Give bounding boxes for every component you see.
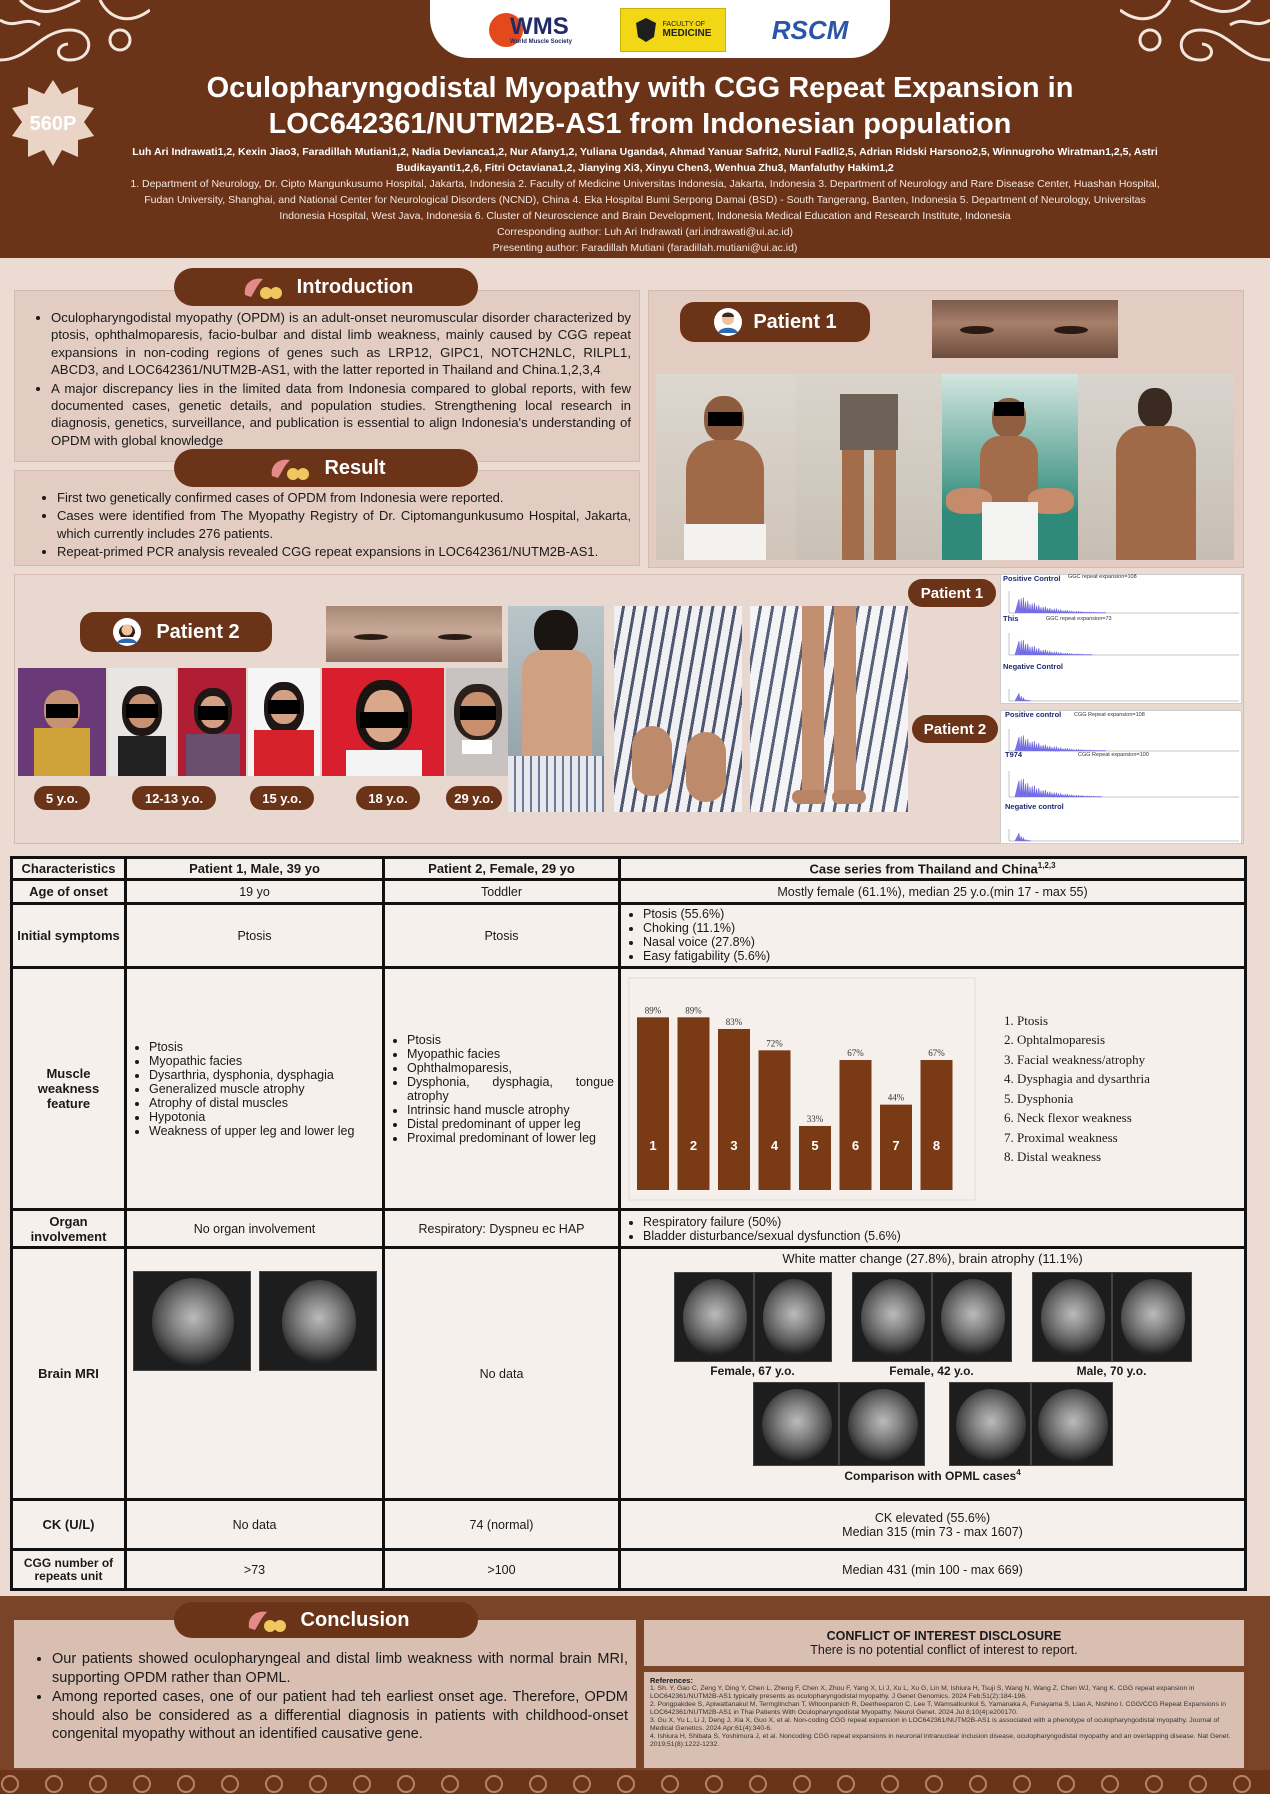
footer-loop (882, 1776, 898, 1792)
comparison-table (10, 856, 1247, 1591)
footer-loop (706, 1776, 722, 1792)
mri-caption: Female, 42 y.o. (889, 1364, 974, 1379)
poster-header (0, 0, 1270, 258)
pcr-trace (1015, 779, 1102, 797)
table-header-row (12, 858, 1246, 880)
bar-value-label: 44% (887, 1092, 905, 1103)
pcr-p2-note: CGG Repeat expansion=100 (1078, 752, 1149, 758)
mri-caption: Female, 67 y.o. (710, 1364, 795, 1379)
mri-image (1112, 1272, 1192, 1362)
table-cell (126, 968, 384, 1210)
patient2-age12-photo-a (108, 668, 176, 776)
female-avatar-icon (112, 617, 142, 647)
footer-loop (1102, 1776, 1118, 1792)
pcr-graph-patient1 (1000, 574, 1242, 704)
bar-value-label: 33% (806, 1113, 824, 1124)
footer-loop (398, 1776, 414, 1792)
result-bullet: • First two genetically confirmed cases of OPDM from Indonesia were reported. (57, 489, 631, 506)
mri-image (1032, 1272, 1112, 1362)
pcr-patient2-label: Patient 2 (912, 715, 998, 743)
introduction-bullet: • A major discrepancy lies in the limited data from Indonesia compared to global reports, with few documented cases, genetic details, and population studies. Strengthening local research in diagnosis, genetics, surveillance, and publication is essential to align Indonesia's understanding of OPDM with global knowledge (51, 380, 631, 450)
table-cell: Toddler (384, 880, 620, 904)
row-header: Organ involvement (12, 1210, 126, 1248)
table-cell: Respiratory: Dyspneu ec HAP (384, 1210, 620, 1248)
footer-loop (1234, 1776, 1250, 1792)
table-cell: No data (126, 1500, 384, 1550)
pcr-p1-note: GGC repeat expansion=108 (1068, 574, 1137, 580)
corresponding-author: Corresponding author: Luh Ari Indrawati (ari.indrawati@ui.ac.id) (496, 226, 794, 238)
patient2-hands-photo (614, 606, 742, 812)
table-cell: No data (384, 1248, 620, 1500)
row-header: Brain MRI (12, 1248, 126, 1500)
patient1-legs-photo (796, 374, 942, 560)
pcr-p1-negative-label: Negative Control (1003, 662, 1064, 671)
table-cell (126, 1248, 384, 1500)
pcr-p2-note: CGG Repeat expansion=108 (1074, 712, 1145, 718)
pcr-p1-positive-label: Positive Control (1003, 574, 1061, 583)
list-item: • Ptosis (407, 1033, 614, 1047)
footer-loop (662, 1776, 678, 1792)
footer-loop (266, 1776, 282, 1792)
bar-category-label: 1 (649, 1137, 657, 1153)
conclusion-panel (14, 1620, 636, 1768)
list-item: • Ophthalmoparesis, (407, 1061, 614, 1075)
list-item: • Generalized muscle atrophy (149, 1082, 378, 1096)
patient2-age5-photo (18, 668, 106, 776)
age-label: 15 y.o. (250, 786, 314, 810)
pcr-p1-note: GGC repeat expansion=73 (1046, 616, 1112, 622)
footer-loop (90, 1776, 106, 1792)
reference-item: 1. Sh. Y, Gao C, Zeng Y, Ding Y, Chen L, Zheng F, Chen X, Zhou F, Yang X, Li J, Xu L, Xu G, Lin M, Ishiura H, Tsuji S, Wang N, Wang Z, Chen WJ, Yang K. CGG repeat expansion in LOC642361/NUTM2B-AS1 typically presents as oculopharyngodistal myopathy. J Genet Genomics. 2024 Feb;51(2):184-196. (650, 1685, 1195, 1700)
footer-loop (926, 1776, 942, 1792)
table-row (12, 880, 1246, 904)
patient1-back-photo (1078, 374, 1234, 560)
bar-value-label: 72% (766, 1038, 783, 1049)
mri-image (753, 1382, 839, 1466)
table-cell: Median 431 (min 100 - max 669) (620, 1550, 1246, 1590)
table-cell (620, 968, 1246, 1210)
mri-image (852, 1272, 932, 1362)
age-label: 29 y.o. (446, 786, 502, 810)
pcr-trace (1015, 693, 1031, 701)
muscle-icon (243, 1606, 287, 1634)
table-cell (620, 1210, 1246, 1248)
pcr-trace (1015, 735, 1106, 751)
conflict-text: There is no potential conflict of interest to report. (810, 1643, 1078, 1657)
conclusion-bullet: • Our patients showed oculopharyngeal and distal limb weakness with normal brain MRI, supporting OPDM rather than OPML. (52, 1650, 628, 1687)
patient2-heading: Patient 2 (80, 612, 272, 652)
introduction-panel (14, 290, 640, 462)
footer-loop (222, 1776, 238, 1792)
footer-loop (1058, 1776, 1074, 1792)
age-label: 5 y.o. (34, 786, 90, 810)
ornament-left-icon (0, 0, 150, 82)
pcr-patient1-label: Patient 1 (908, 579, 996, 607)
mri-comparison-caption: Comparison with OPML cases$^4$ (844, 1468, 1021, 1484)
table-cell (620, 1500, 1246, 1550)
male-avatar-icon (713, 307, 743, 337)
table-row (12, 904, 1246, 968)
muscle-icon (239, 273, 283, 301)
reference-item: 4. Ishiura H, Shibata S, Yoshimura J, et al. Noncoding CGG repeat expansions in neuronal intranuclear inclusion disease, oculopharyngodistal myopathy and an overlapping disease. Nat Genet. 2019;51(8):1222-1232. (650, 1733, 1231, 1748)
footer-loop (46, 1776, 62, 1792)
row-header: Initial symptoms (12, 904, 126, 968)
mri-image (259, 1271, 377, 1371)
list-item: • Dysphonia, dysphagia, tongue atrophy (407, 1075, 614, 1103)
faculty-of-medicine-logo: FACULTY OF MEDICINE (620, 8, 726, 52)
result-list (33, 489, 631, 561)
bar (799, 1126, 831, 1190)
pcr-trace (1015, 833, 1031, 841)
references-panel (644, 1672, 1244, 1768)
rscm-logo: RSCM (771, 14, 849, 45)
list-item: • Ptosis (149, 1040, 378, 1054)
pcr-trace (1015, 597, 1106, 613)
list-item: • Dysarthria, dysphonia, dysphagia (149, 1068, 378, 1082)
bar (718, 1029, 750, 1190)
muscle-icon (266, 454, 310, 482)
table-row (12, 1500, 1246, 1550)
table-cell: Mostly female (61.1%), median 25 y.o.(min 17 - max 55) (620, 880, 1246, 904)
footer-loop (442, 1776, 458, 1792)
list-item: • Ptosis (55.6%) (643, 907, 1240, 921)
bar (921, 1060, 953, 1190)
list-item: • Weakness of upper leg and lower leg (149, 1124, 378, 1138)
patient2-legs-photo (750, 606, 908, 812)
list-item: • Proximal predominant of lower leg (407, 1131, 614, 1145)
ornament-right-icon (1120, 0, 1270, 82)
row-header: CGG number of repeats unit (12, 1550, 126, 1590)
poster-number-badge (8, 78, 98, 168)
patient2-age15-photo (248, 668, 320, 776)
patient2-age18-photo (322, 668, 444, 776)
footer-loop (1190, 1776, 1206, 1792)
bar-value-label: 89% (644, 1005, 662, 1016)
bar-value-label: 67% (928, 1047, 945, 1058)
legend-item: 3. Facial weakness/atrophy (1017, 1050, 1150, 1070)
list-item: • Choking (11.1%) (643, 921, 1240, 935)
table-cell: Ptosis (126, 904, 384, 968)
column-header: Patient 1, Male, 39 yo (126, 858, 384, 880)
mri-image (674, 1272, 754, 1362)
bar-category-label: 7 (892, 1137, 900, 1153)
legend-item: 8. Distal weakness (1017, 1147, 1150, 1167)
poster-title: Oculopharyngodistal Myopathy with CGG Repeat Expansion in LOC642361/NUTM2B-AS1 from Indonesian population (206, 72, 1074, 140)
wms-logo: WMS World Muscle Society (470, 8, 590, 52)
footer-loop (1146, 1776, 1162, 1792)
muscle-weakness-bar-chart (627, 976, 977, 1202)
bar-category-label: 5 (811, 1137, 819, 1153)
pcr-p2-negative-label: Negative control (1005, 802, 1064, 811)
patient1-arms-photo (942, 374, 1078, 560)
column-header: Characteristics (12, 858, 126, 880)
row-header: Muscle weakness feature (12, 968, 126, 1210)
age-label: 18 y.o. (356, 786, 420, 810)
footer-loop (134, 1776, 150, 1792)
result-heading: Result (174, 449, 478, 487)
footer-loop (486, 1776, 502, 1792)
bar (840, 1060, 872, 1190)
pcr-p2-t974-label: T974 (1005, 750, 1023, 759)
patient1-eyes-photo (932, 300, 1118, 358)
table-cell: No organ involvement (126, 1210, 384, 1248)
presenting-author: Presenting author: Faradillah Mutiani (faradillah.mutiani@ui.ac.id) (492, 242, 798, 254)
table-row (12, 1210, 1246, 1248)
table-cell (384, 968, 620, 1210)
table-cell: 19 yo (126, 880, 384, 904)
svg-text:560P: 560P (29, 113, 77, 135)
pcr-p1-this-label: This (1003, 614, 1019, 623)
table-row (12, 1248, 1246, 1500)
bar-value-label: 83% (725, 1016, 743, 1027)
footer-pattern-icon (0, 1770, 1270, 1794)
patient2-age29-photo (446, 668, 508, 776)
legend-item: 2. Ophtalmoparesis (1017, 1030, 1150, 1050)
list-item: • Distal predominant of upper leg (407, 1117, 614, 1131)
list-item: • Myopathic facies (149, 1054, 378, 1068)
list-item: • Bladder disturbance/sexual dysfunction (5.6%) (643, 1229, 1240, 1243)
introduction-bullet: • Oculopharyngodistal myopathy (OPDM) is an adult-onset neuromuscular disorder characterized by ptosis, ophthalmoparesis, facio-bulbar and distal limb weakness, mainly caused by CGG repeat expansions in non-coding regions of genes such as LRP12, GIPC1, NOTCH2NLC, RILPL1, ABCD3, and LOC642361/NUTM2B-AS1, with the latter reported in Thailand and China.1,2,3,4 (51, 309, 631, 379)
references-heading: References: (650, 1676, 693, 1685)
mri-image (839, 1382, 925, 1466)
row-header: Age of onset (12, 880, 126, 904)
conflict-heading: CONFLICT OF INTEREST DISCLOSURE (826, 1629, 1062, 1643)
pcr-p2-positive-label: Positive control (1005, 710, 1062, 719)
footer-loop (178, 1776, 194, 1792)
bar-category-label: 4 (770, 1137, 779, 1153)
reference-item: 3. Gu X, Yu L, Li J, Deng J, Xia X, Guo X, et al. Non-coding CGG repeat expansion in LOC642361/NUTM2B-AS1 is associated with a phenotype of oculopharyngodistal myopathy. Journal of Medical Genetics. 2024 Apr;61(4):340-6. (650, 1717, 1220, 1732)
result-bullet: • Cases were identified from The Myopathy Registry of Dr. Ciptomangunkusumo Hospital, Jakarta, which currently includes 276 patients. (57, 507, 631, 542)
bar-category-label: 6 (851, 1137, 860, 1153)
bar-category-label: 2 (689, 1137, 698, 1153)
reference-item: 2. Pongpakdee S, Apiwattanakul M, Termglinchan T, Witoonpanich R, Deetheeparon C, Lee T, Wamsatkunkul S, Yamanaka A, Funayama S, Liao A, Nishino I. CGG/CCG Repeat Expansions in LOC642361/NUTM2B-AS1 in Thai Patients With Oculopharyngodistal Myopathy. Neurol Genet. 2024 Jul 8;10(4):e200170. (650, 1701, 1227, 1716)
legend-item: 1. Ptosis (1017, 1011, 1150, 1031)
list-item: • Atrophy of distal muscles (149, 1096, 378, 1110)
patient2-eyes-photo (326, 606, 502, 662)
author-list: Luh Ari Indrawati1,2, Kexin Jiao3, Faradillah Mutiani1,2, Nadia Devianca1,2, Nur Afany1,2, Yuliana Uganda4, Ahmad Yanuar Safrit2, Nurul Fadli2,5, Adrian Ridski Harsono2,5, Winnugroho Wiratman1,2,5, Astri Budikayanti1,2,6, Fitri Octaviana1,2, Jianying Xi3, Xinyu Chen3, Wenhua Zhu3, Manfaluthy Hakim1,2 (132, 146, 1158, 174)
conclusion-heading: Conclusion (174, 1602, 478, 1638)
pcr-trace (1015, 640, 1093, 655)
legend-item: 7. Proximal weakness (1017, 1128, 1150, 1148)
table-cell (620, 904, 1246, 968)
age-label: 12-13 y.o. (132, 786, 216, 810)
column-header: Patient 2, Female, 29 yo (384, 858, 620, 880)
footer-ornament (0, 1770, 1270, 1794)
patient1-front-photo (656, 374, 796, 560)
table-cell (620, 1248, 1246, 1500)
mri-image (949, 1382, 1031, 1466)
mri-image (932, 1272, 1012, 1362)
patient1-heading: Patient 1 (680, 302, 870, 342)
footer-loop (1014, 1776, 1030, 1792)
footer-loop (574, 1776, 590, 1792)
introduction-list (27, 309, 631, 449)
footer-loop (530, 1776, 546, 1792)
mri-series-title: White matter change (27.8%), brain atrophy (11.1%) (782, 1251, 1083, 1267)
bar-chart-legend (977, 1011, 1150, 1167)
patient2-back-photo (508, 606, 604, 812)
list-item: • Easy fatigability (5.6%) (643, 949, 1240, 963)
footer-loop (794, 1776, 810, 1792)
row-header: CK (U/L) (12, 1500, 126, 1550)
introduction-heading: Introduction (174, 268, 478, 306)
legend-item: 6. Neck flexor weakness (1017, 1108, 1150, 1128)
table-row (12, 1550, 1246, 1590)
ck-series-line: Median 315 (min 73 - max 1607) (842, 1524, 1023, 1539)
result-bullet: • Repeat-primed PCR analysis revealed CGG repeat expansions in LOC642361/NUTM2B-AS1. (57, 543, 631, 560)
logo-bar (430, 0, 890, 58)
list-item: • Hypotonia (149, 1110, 378, 1124)
list-item: • Nasal voice (27.8%) (643, 935, 1240, 949)
bar (637, 1017, 669, 1190)
legend-item: 4. Dysphagia and dysarthria (1017, 1069, 1150, 1089)
mri-image (1031, 1382, 1113, 1466)
list-item: • Myopathic facies (407, 1047, 614, 1061)
affiliations: 1. Department of Neurology, Dr. Cipto Mangunkusumo Hospital, Jakarta, Indonesia 2. Faculty of Medicine Universitas Indonesia, Jakarta, Indonesia 3. Department of Neurology and Rare Disease Center, Huashan Hospital, Fudan University, Shanghai, and National Center for Neurological Disorders (NCND), China 4. Eka Hospital Bumi Serpong Damai (BSD) - South Tangerang, Banten, Indonesia 5. Department of Neurology, Universitas Indonesia Hospital, West Java, Indonesia 6. Cluster of Neuroscience and Brain Development, Indonesia Medical Education and Research Institute, Indonesia Corresponding author: Luh Ari Indrawati (ari.indrawati@ui.ac.id) Presenting author: Faradillah Mutiani (faradillah.mutiani@ui.ac.id) (110, 176, 1180, 256)
pcr-graph-patient2 (1000, 710, 1242, 844)
conflict-panel (644, 1620, 1244, 1666)
bar (678, 1017, 710, 1190)
list-item: • Intrinsic hand muscle atrophy (407, 1103, 614, 1117)
table-cell: >73 (126, 1550, 384, 1590)
mri-image (133, 1271, 251, 1371)
table-cell: 74 (normal) (384, 1500, 620, 1550)
bar-category-label: 8 (932, 1137, 941, 1153)
bar (759, 1050, 791, 1190)
conclusion-bullet: • Among reported cases, one of our patient had teh earliest onset age. Therefore, OPDM should also be considered as a differential diagnosis in patients with childhood-onset congenital myopathy without an identified causative gene. (52, 1688, 628, 1744)
mri-image (754, 1272, 832, 1362)
footer-loop (970, 1776, 986, 1792)
bar-category-label: 3 (730, 1137, 738, 1153)
footer-loop (750, 1776, 766, 1792)
table-cell: >100 (384, 1550, 620, 1590)
table-row (12, 968, 1246, 1210)
legend-item: 5. Dysphonia (1017, 1089, 1150, 1109)
footer-loop (838, 1776, 854, 1792)
column-header: Case series from Thailand and China$^{1,2,3}$ (620, 858, 1246, 880)
bar-value-label: 89% (685, 1005, 702, 1016)
list-item: • Respiratory failure (50%) (643, 1215, 1240, 1229)
footer-loop (354, 1776, 370, 1792)
conclusion-list (28, 1650, 628, 1744)
patient2-age12-photo-b (178, 668, 246, 776)
bar-value-label: 67% (847, 1047, 864, 1058)
footer-loop (310, 1776, 326, 1792)
footer-loop (618, 1776, 634, 1792)
footer-loop (2, 1776, 18, 1792)
table-cell: Ptosis (384, 904, 620, 968)
ck-series-line: CK elevated (55.6%) (874, 1510, 991, 1525)
mri-caption: Male, 70 y.o. (1076, 1364, 1147, 1379)
